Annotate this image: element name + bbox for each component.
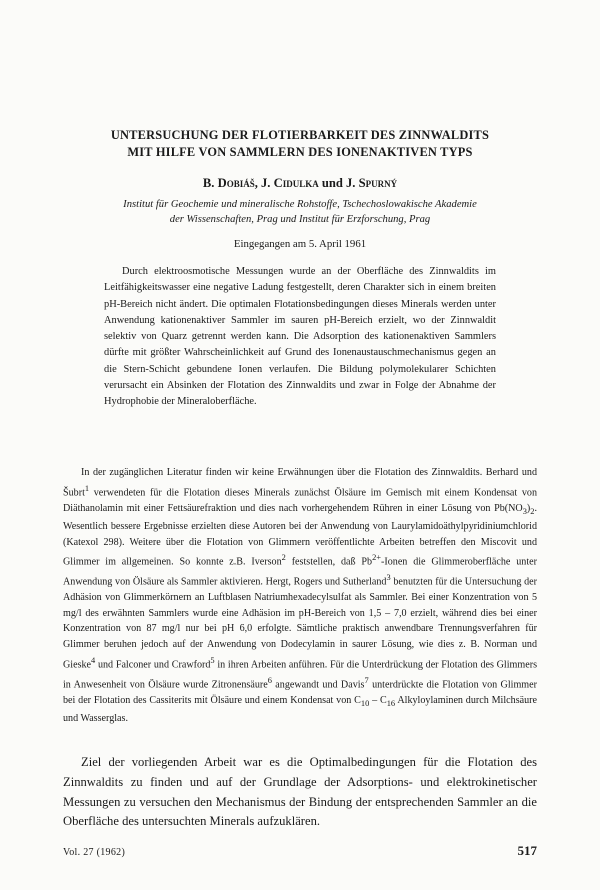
subscript: 2 (530, 506, 535, 516)
subscript: 10 (360, 698, 370, 708)
article-title (60, 127, 540, 161)
text-run: . Wesentlich bessere Ergebnisse erzielten diese Autoren bei der Anwendung von Laurylamidoäthylpyridiniumchlorid (Katexol 298). Weitere über die Flotation von Glimmern veröffentlichte Arbeiten betreffen den Miscovit und Glimmer im allgemeinen. So konnte z.B. Iverson (63, 502, 537, 568)
author-1-initial: B. (202, 176, 218, 190)
title-line-2: MIT HILFE VON SAMMLERN DES IONENAKTIVEN TYPS (127, 145, 473, 159)
text-run: feststellen, daß Pb (285, 556, 373, 568)
affiliation (62, 198, 538, 228)
page-number: 517 (517, 843, 537, 858)
abstract (104, 264, 496, 410)
text-run: unterdrückte die Flotation von Glimmer bei der Flotation des Cassiterits mit Ölsäure und einem Kondensat von C (63, 678, 537, 706)
text-run: ) (526, 502, 531, 514)
text-run: benutzten für die Untersuchung der Adhäsion von Glimmerkörnern an Luftblasen Natriumhexadecylsulfat als Sammler. Bei einer Konzentration von 5 mg/l des erwähnten Sammlers wurde eine Adhäsion im pH-Bereich von 1,5 – 7,0 erzielt, während dies bei einer Konzentration von 87 mg/l nur bei pH 6,0 erfolgte. Sämtliche praktisch anwendbare Trennungsverfahren für Glimmer beruhen jedoch auf der Anwendung von Dodecylamin in saurer Lösung, wie dies z. B. Norman und Gieske (63, 576, 538, 670)
author-2-surname: Cidulka (273, 176, 319, 190)
text-run: und Falconer und Crawford (95, 658, 211, 670)
author-1-surname: Dobiáš (217, 176, 255, 190)
author-separator-1: , J. (254, 176, 274, 190)
page-footer (63, 843, 537, 863)
reference-mark: 1 (84, 483, 90, 493)
text-run: -Ionen die Glimmeroberfläche unter Anwendung von Ölsäure als Sammler aktivieren. Hergt, Rogers und Sutherland (63, 556, 537, 588)
text-run: angewandt und Davis (271, 678, 365, 690)
received-date: Eingegangen am 5. April 1961 (233, 238, 367, 250)
ion-charge: 2+ (372, 553, 382, 563)
reference-mark: 4 (91, 655, 96, 665)
journal-volume: Vol. 27 (1962) (63, 847, 126, 858)
aim-paragraph (63, 753, 537, 832)
reference-mark: 7 (364, 675, 369, 685)
author-list (60, 176, 540, 191)
reference-mark: 2 (281, 553, 286, 563)
reference-mark: 6 (267, 675, 272, 685)
author-separator-2: und J. (318, 176, 359, 190)
introduction-paragraph (63, 465, 537, 727)
text-run: In der zugänglichen Literatur finden wir keine Erwähnungen über die Flotation des Zinnwaldits. Berhard und Šubrt (63, 467, 537, 498)
reference-mark: 3 (386, 573, 391, 583)
abstract-text: Durch elektroosmotische Messungen wurde an der Oberfläche des Zinnwaldits im Leitfähigkeitswasser eine negative Ladung festgestellt, deren Charakter sich in einem breiten pH-Bereich nicht ändert. Die optimalen Flotationsbedingungen dieses Minerals werden unter Anwendung kationenaktiver Sammler im sauren pH-Bereich erzielt, wo der Zinnwaldit selektiv von Quarz getrennt werden kann. Die Adsorption des kationenaktiven Sammlers dürfte mit größter Wahrscheinlichkeit auf Grund des Ionenaustauschmechanismus gegen an die Stern-Schicht gebundene Ionen verlaufen. Die Bildung polymolekularer Schichten verursacht ein Absinken der Flotation des Zinnwaldits und zwar in Folge der Abnahme der Hydrophobie der Mineraloberfläche. (104, 266, 496, 407)
aim-text: Ziel der vorliegenden Arbeit war es die Optimalbedingungen für die Flotation des Zinnwaldits zu finden und auf der Grundlage der Adsorptions- und elektrokinetischer Messungen zu versuchen den Mechanismus der Bindung der entsprechenden Sammler an die Oberfläche des untersuchten Minerals aufzuklären. (63, 755, 537, 829)
text-run: – C (369, 694, 387, 706)
title-line-1: UNTERSUCHUNG DER FLOTIERBARKEIT DES ZINNWALDITS (110, 128, 490, 142)
subscript: 16 (386, 698, 396, 708)
text-run: in ihren Arbeiten anführen. Für die Unterdrückung der Flotation des Glimmers in Anwesenheit von Ölsäure wurde Zitronensäure (63, 658, 537, 690)
affiliation-line-1: Institut für Geochemie und mineralische Rohstoffe, Tschechoslowakische Akademie (123, 199, 477, 210)
introduction-text (63, 465, 537, 727)
reference-mark: 5 (210, 655, 215, 665)
text-run: verwendeten für die Flotation dieses Minerals zunächst Ölsäure im Gemisch mit einem Kondensat von Diäthanolamin mit einer Fettsäurefraktion und dies nach vorhergehendem Rühren in einer Lösung von Pb(NO (63, 486, 537, 514)
text-run: Alkyloylaminen durch Milchsäure und Wasserglas. (63, 694, 537, 725)
subscript: 3 (522, 506, 527, 516)
author-3-surname: Spurný (358, 176, 398, 190)
affiliation-line-2: der Wissenschaften, Prag und Institut für Erzforschung, Prag (169, 213, 431, 225)
